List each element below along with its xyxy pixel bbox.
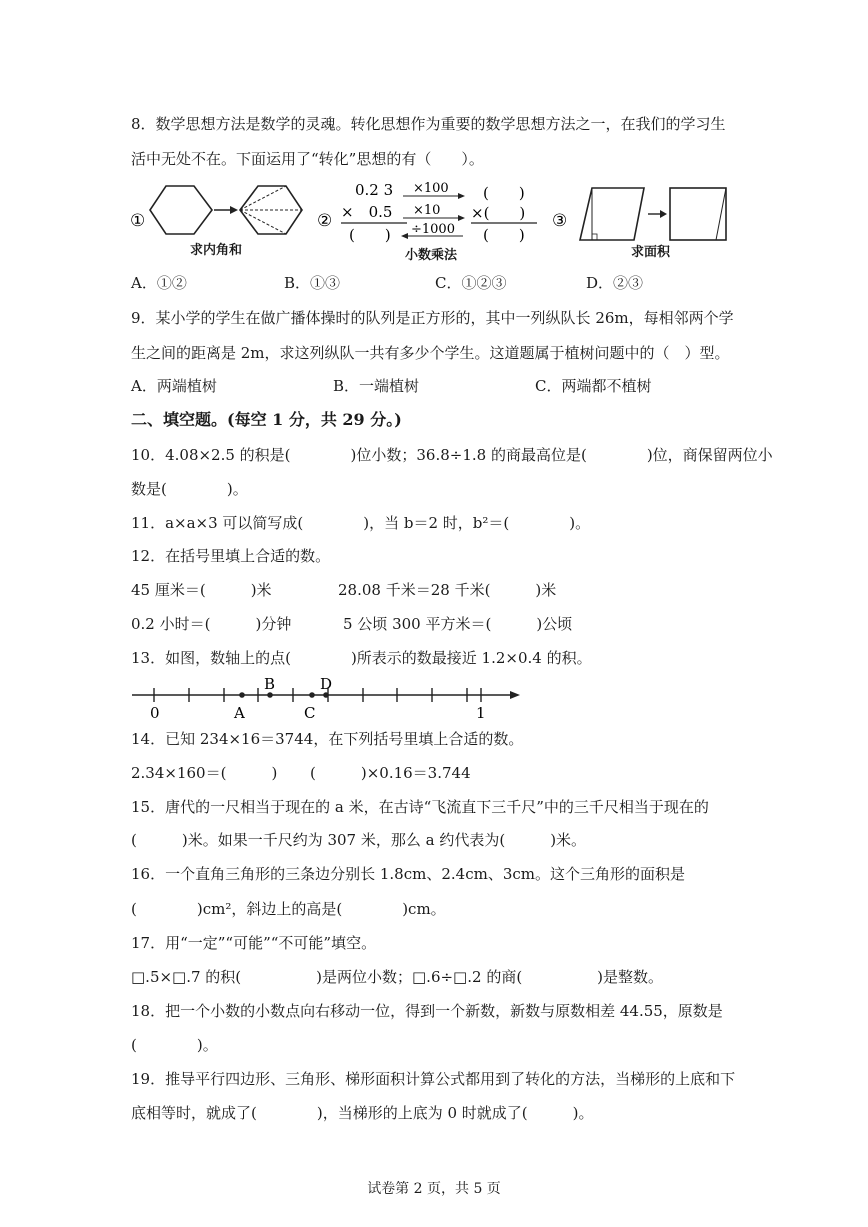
q8-figure-decimal-multiplication bbox=[315, 178, 545, 244]
fig2-caption: 小数乘法 bbox=[405, 248, 458, 263]
fig2-arrowhead2 bbox=[458, 215, 465, 221]
q9-option-a: A．两端植树 bbox=[131, 377, 217, 395]
label-b: B bbox=[264, 675, 276, 693]
q8-line1: 8．数学思想方法是数学的灵魂。转化思想作为重要的数学思想方法之一，在我们的学习生 bbox=[131, 115, 726, 133]
fig2-a2: ×10 bbox=[413, 203, 441, 218]
fig2-top: 0.2 3 bbox=[355, 181, 394, 199]
point-a bbox=[239, 692, 245, 698]
q10-line2: 数是( )。 bbox=[131, 480, 248, 498]
fig2-r2: ×( ) bbox=[471, 204, 526, 222]
q19-line2: 底相等时，就成了( )，当梯形的上底为 0 时就成了( )。 bbox=[131, 1104, 594, 1122]
label-c: C bbox=[304, 704, 316, 722]
q15-line2: ( )米。如果一千尺约为 307 米，那么 a 约代表为( )米。 bbox=[131, 831, 587, 849]
point-d bbox=[323, 692, 329, 698]
q12-item-c: 0.2 小时＝( )分钟 bbox=[131, 615, 292, 633]
fig1-caption: 求内角和 bbox=[190, 243, 243, 258]
fig1-number: ① bbox=[130, 211, 146, 231]
q8-option-a: A．①② bbox=[131, 274, 187, 292]
diagonal-1 bbox=[240, 186, 286, 210]
cut-line bbox=[716, 188, 726, 240]
point-c bbox=[309, 692, 315, 698]
q8-option-b: B．①③ bbox=[284, 274, 341, 292]
fig1-arrowhead bbox=[230, 206, 238, 214]
q8-figure-parallelogram bbox=[550, 178, 740, 248]
right-angle-mark bbox=[592, 234, 597, 240]
fig3-number: ③ bbox=[552, 211, 568, 231]
fig2-arrowhead3 bbox=[401, 233, 408, 239]
fig2-r3: ( ) bbox=[483, 226, 525, 244]
q12-item-a: 45 厘米＝( )米 bbox=[131, 581, 272, 599]
fig2-a3: ÷1000 bbox=[411, 222, 455, 237]
page-footer: 试卷第 2 页，共 5 页 bbox=[367, 1181, 501, 1197]
point-b bbox=[267, 692, 273, 698]
q9-option-b: B．一端植树 bbox=[333, 377, 420, 395]
fig2-mul: × 0.5 bbox=[341, 203, 393, 221]
q8-option-d: D．②③ bbox=[586, 274, 644, 292]
fig2-a1: ×100 bbox=[413, 181, 449, 196]
number-line-arrowhead bbox=[510, 691, 520, 699]
q12-line1: 12．在括号里填上合适的数。 bbox=[131, 547, 331, 565]
q13-line1: 13．如图，数轴上的点( )所表示的数最接近 1.2×0.4 的积。 bbox=[131, 649, 592, 667]
q19-line1: 19．推导平行四边形、三角形、梯形面积计算公式都用到了转化的方法，当梯形的上底和下 bbox=[131, 1070, 736, 1088]
diagonal-3 bbox=[240, 210, 286, 234]
q8-option-c: C．①②③ bbox=[435, 274, 507, 292]
q14-item-b: ( )×0.16＝3.744 bbox=[310, 764, 471, 782]
q9-line2: 生之间的距离是 2m，求这列纵队一共有多少个学生。这道题属于植树问题中的（ ）型。 bbox=[131, 344, 730, 362]
q11-line: 11．a×a×3 可以简写成( )，当 b＝2 时，b²＝( )。 bbox=[131, 514, 591, 532]
q18-line1: 18．把一个小数的小数点向右移动一位，得到一个新数，新数与原数相差 44.55，原数是 bbox=[131, 1002, 723, 1020]
q13-number-line bbox=[128, 672, 528, 722]
fig2-arrowhead1 bbox=[458, 193, 465, 199]
label-d: D bbox=[320, 675, 333, 693]
hexagon-left bbox=[150, 186, 212, 234]
fig2-r1: ( ) bbox=[483, 184, 525, 202]
fig2-number: ② bbox=[317, 211, 333, 231]
fig2-bottom: ( ) bbox=[349, 226, 391, 244]
q16-line2: ( )cm²，斜边上的高是( )cm。 bbox=[131, 900, 446, 918]
q17-line2: □.5×□.7 的积( )是两位小数；□.6÷□.2 的商( )是整数。 bbox=[131, 968, 664, 986]
fig3-caption: 求面积 bbox=[631, 245, 671, 260]
q12-item-d: 5 公顷 300 平方米＝( )公顷 bbox=[343, 615, 573, 633]
parallelogram bbox=[580, 188, 644, 240]
label-one: 1 bbox=[476, 704, 486, 722]
label-a: A bbox=[234, 704, 245, 722]
q10-line1: 10．4.08×2.5 的积是( )位小数；36.8÷1.8 的商最高位是( )位，商保留两位小 bbox=[131, 446, 773, 464]
q12-item-b: 28.08 千米＝28 千米( )米 bbox=[338, 581, 557, 599]
q8-line2: 活中无处不在。下面运用了“转化”思想的有（ ）。 bbox=[131, 150, 484, 168]
q16-line1: 16．一个直角三角形的三条边分别长 1.8cm、2.4cm、3cm。这个三角形的面积是 bbox=[131, 865, 685, 883]
section-heading: 二、填空题。(每空 1 分，共 29 分。) bbox=[131, 410, 402, 429]
q14-line1: 14．已知 234×16＝3744，在下列括号里填上合适的数。 bbox=[131, 730, 524, 748]
q15-line1: 15．唐代的一尺相当于现在的 a 米，在古诗“飞流直下三千尺”中的三千尺相当于现在的 bbox=[131, 798, 709, 816]
q18-line2: ( )。 bbox=[131, 1036, 218, 1054]
fig3-arrowhead bbox=[660, 210, 667, 218]
q14-item-a: 2.34×160＝( ) bbox=[131, 764, 278, 782]
q17-line1: 17．用“一定”“可能”“不可能”填空。 bbox=[131, 934, 377, 952]
q9-option-c: C．两端都不植树 bbox=[535, 377, 652, 395]
label-zero: 0 bbox=[150, 704, 160, 722]
q9-line1: 9．某小学的学生在做广播体操时的队列是正方形的，其中一列纵队长 26m，每相邻两个学 bbox=[131, 309, 734, 327]
